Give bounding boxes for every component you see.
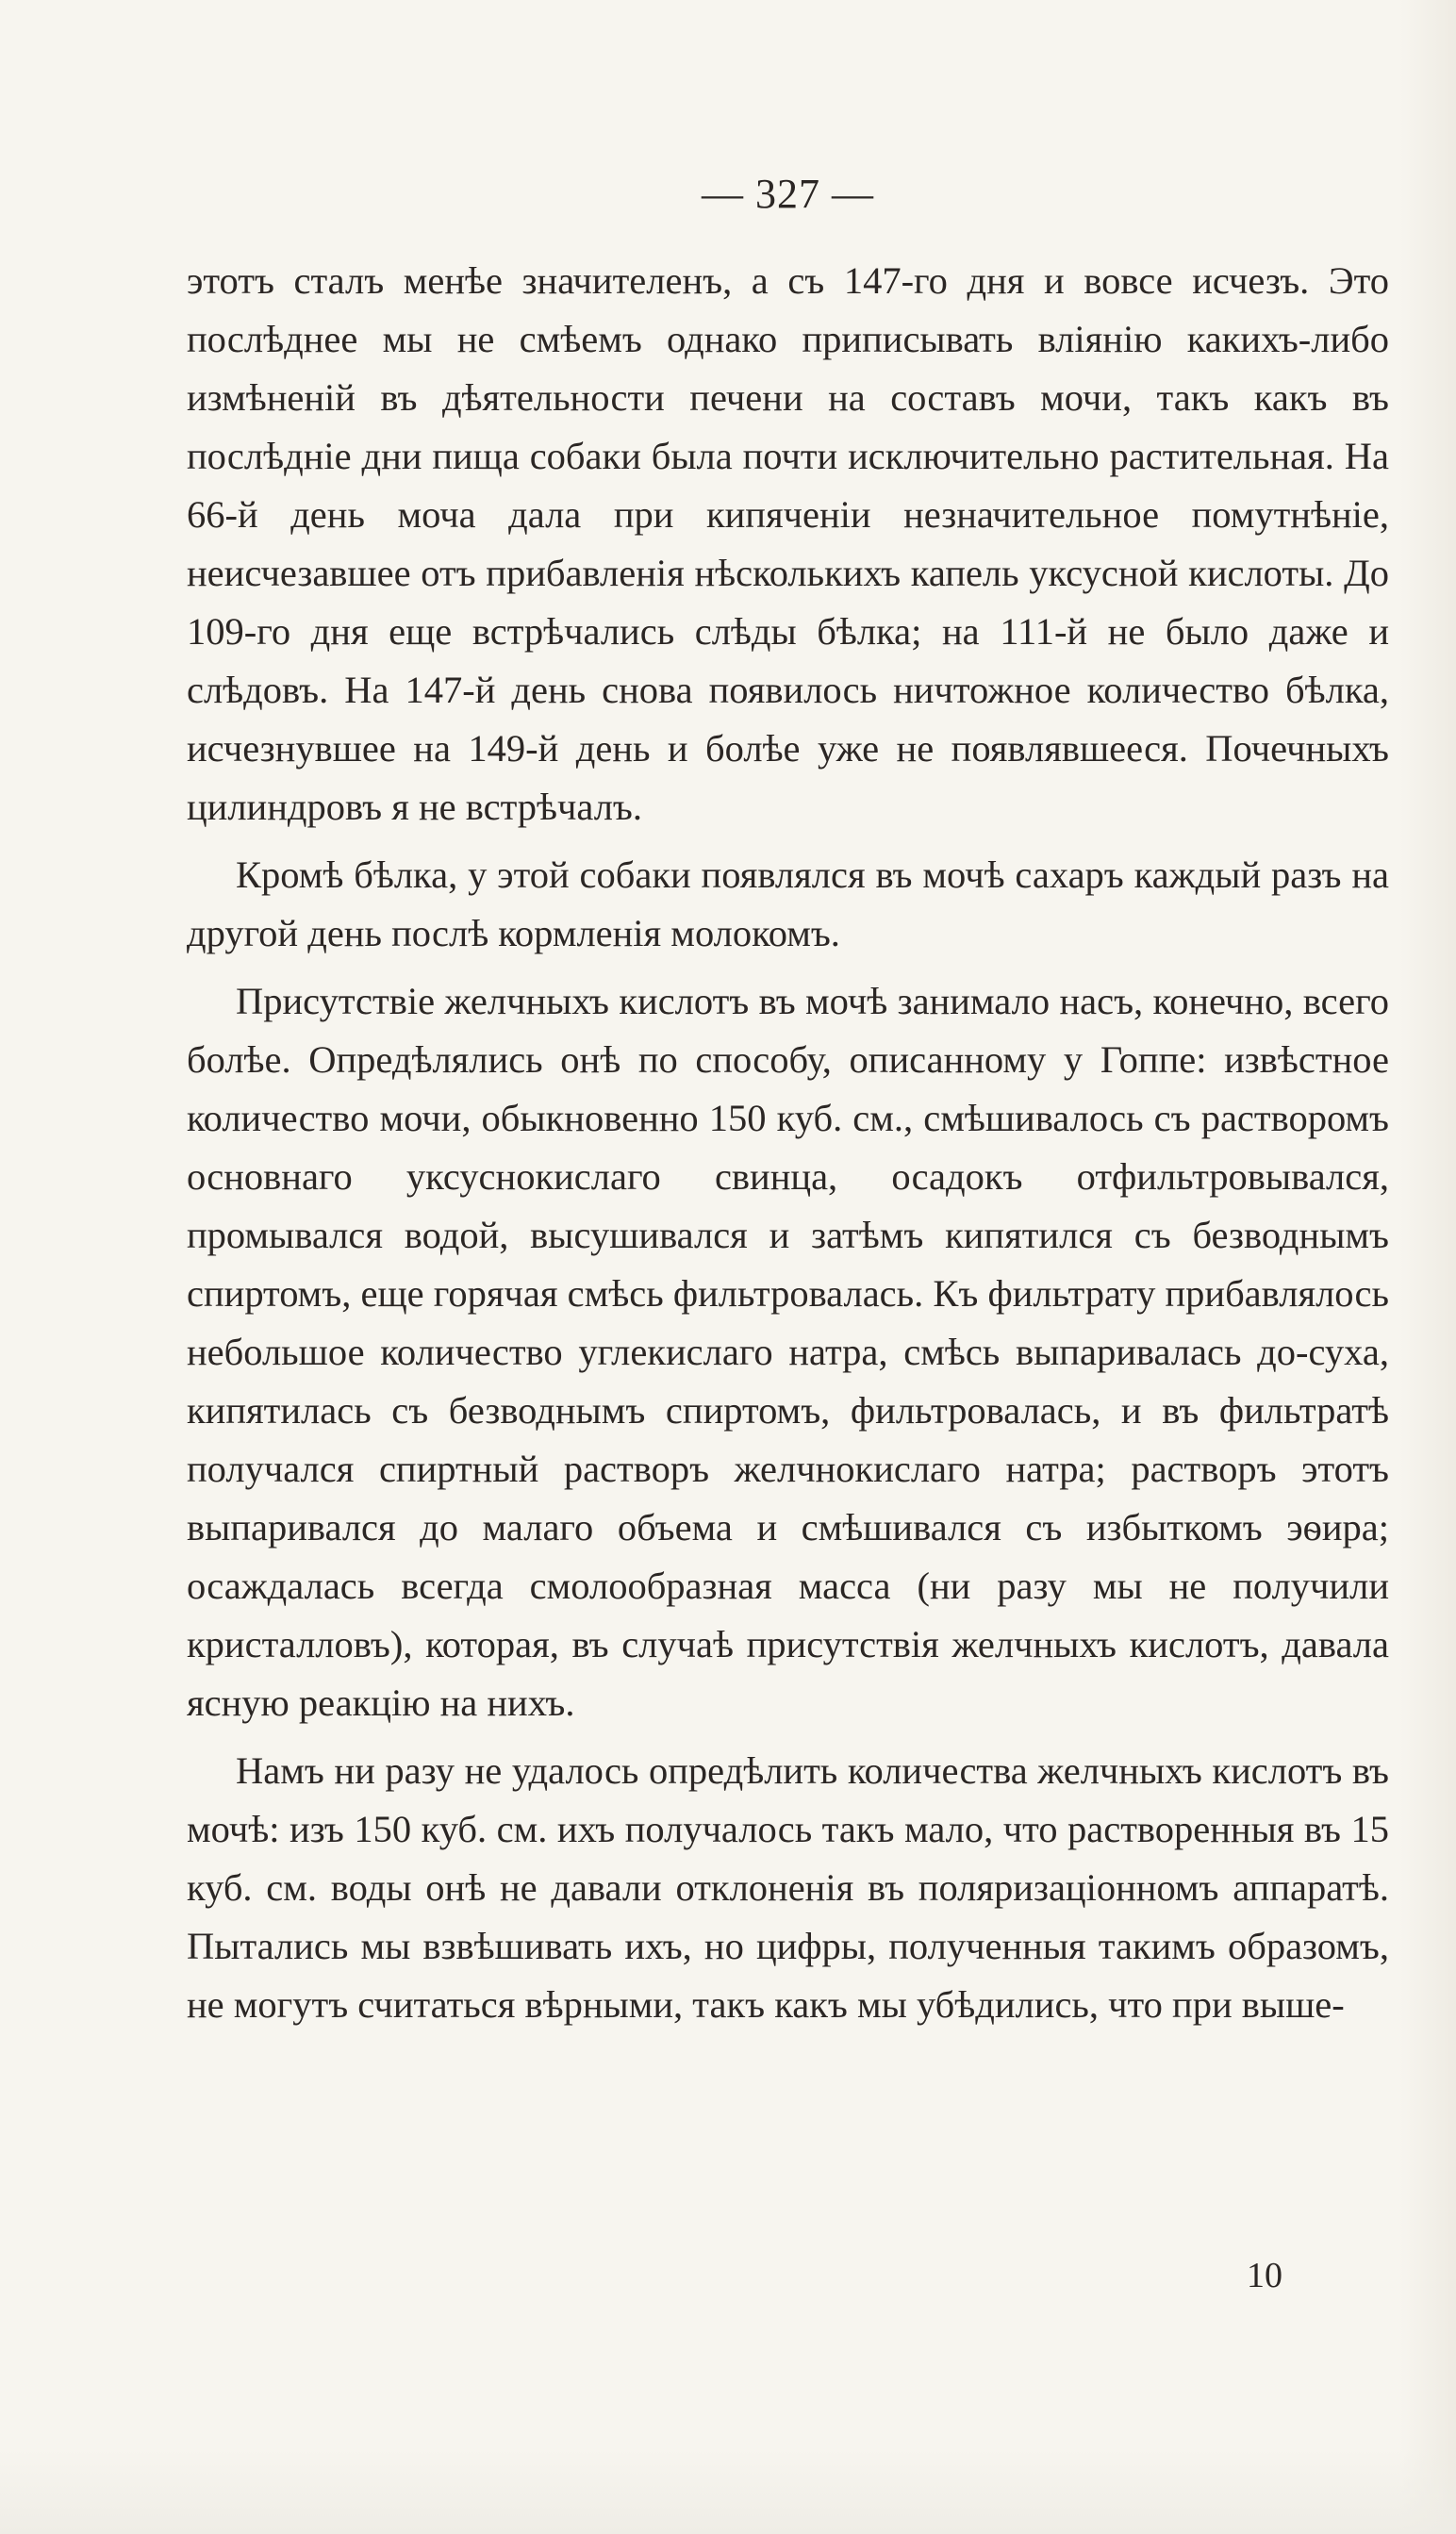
printer-signature-mark: 10 — [1247, 2256, 1282, 2295]
paragraph-2: Кромѣ бѣлка, у этой собаки появлялся въ мочѣ сахаръ каждый разъ на другой день послѣ кормленія молокомъ. — [187, 853, 1389, 954]
paragraph-1: этотъ сталъ менѣе значителенъ, а съ 147-го дня и вовсе исчезъ. Это послѣднее мы не смѣемъ однако приписывать вліянію какихъ-либо измѣненій въ дѣятельности печени на составъ мочи, такъ какъ въ послѣдніе дни пища собаки была почти исключительно растительная. На 66-й день моча дала при кипяченіи незначительное помутнѣніе, неисчезавшее отъ прибавленія нѣсколькихъ капель уксусной кислоты. До 109-го дня еще встрѣчались слѣды бѣлка; на 111-й не было даже и слѣдовъ. На 147-й день снова появилось ничтожное количество бѣлка, исчезнувшее на 149-й день и болѣе уже не появлявшееся. Почечныхъ цилиндровъ я не встрѣчалъ. — [187, 259, 1389, 828]
paragraph-3: Присутствіе желчныхъ кислотъ въ мочѣ занимало насъ, конечно, всего болѣе. Опредѣлялись онѣ по способу, описанному у Гоппе: извѣстное количество мочи, обыкновенно 150 куб. см., смѣшивалось съ растворомъ основнаго уксуснокислаго свинца, осадокъ отфильтровывался, промывался водой, высушивался и затѣмъ кипятился съ безводнымъ спиртомъ, еще горячая смѣсь фильтровалась. Къ фильтрату прибавлялось небольшое количество углекислаго натра, смѣсь выпаривалась до-суха, кипятилась съ безводнымъ спиртомъ, фильтровалась, и въ фильтратѣ получался спиртный растворъ желчнокислаго натра; растворъ этотъ выпаривался до малаго объема и смѣшивался съ избыткомъ эѳира; осаждалась всегда смолообразная масса (ни разу мы не получили кристалловъ), которая, въ случаѣ присутствія желчныхъ кислотъ, давала ясную реакцію на нихъ. — [187, 980, 1389, 1724]
scan-edge-bottom — [0, 2449, 1456, 2534]
scan-edge-right — [1399, 0, 1456, 2534]
paragraph-4: Намъ ни разу не удалось опредѣлить количества желчныхъ кислотъ въ мочѣ: изъ 150 куб. см. ихъ получалось такъ мало, что растворенныя въ 15 куб. см. воды онѣ не давали отклоненія въ поляризаціонномъ аппаратѣ. Пытались мы взвѣшивать ихъ, но цифры, полученныя такимъ образомъ, не могутъ считаться вѣрными, такъ какъ мы убѣдились, что при выше- — [187, 1749, 1389, 2026]
page-number: — 327 — — [702, 171, 874, 217]
page-text-block — [187, 165, 1389, 2044]
